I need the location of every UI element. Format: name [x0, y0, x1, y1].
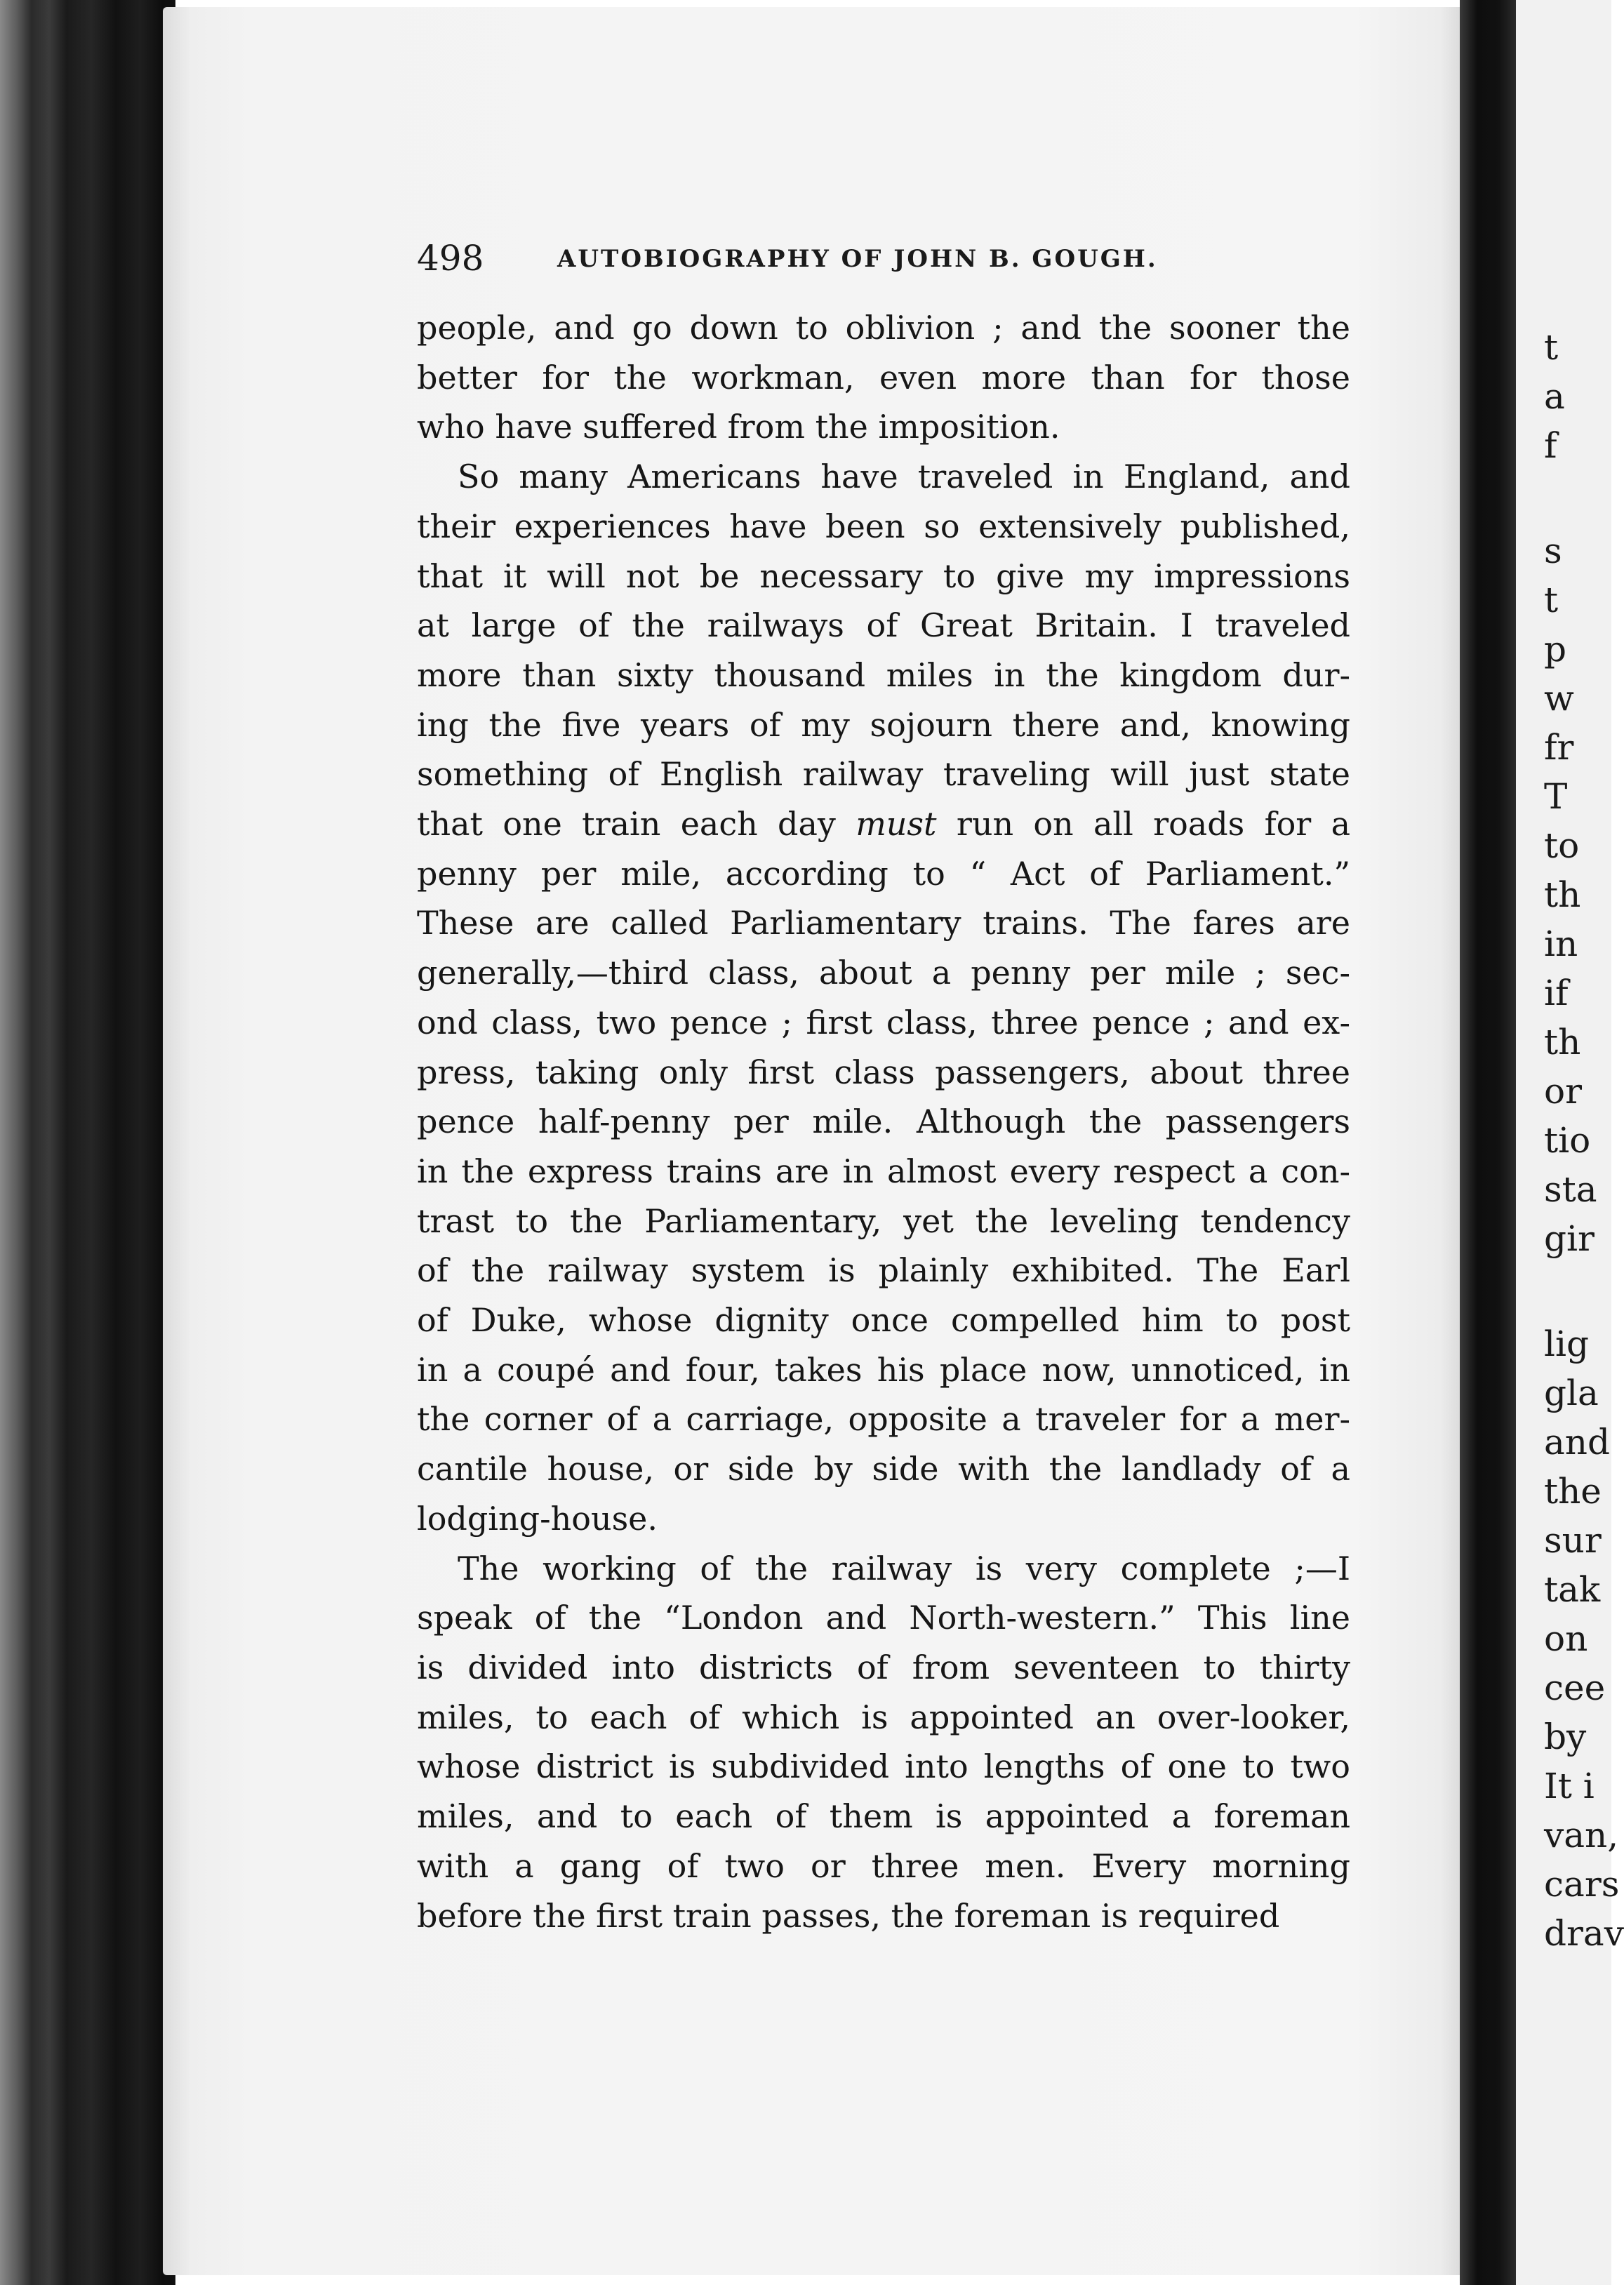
paragraph [417, 303, 1350, 452]
facing-page-text-fragment: cee [1544, 1667, 1606, 1708]
text-line: before the first train passes, the foreman is required [417, 1896, 1280, 1935]
facing-page-text-fragment: gir [1544, 1218, 1595, 1259]
text-line: something of English railway traveling will just state [417, 755, 1350, 794]
facing-page-text-fragment: th [1544, 874, 1581, 915]
facing-page-text-fragment: fr [1544, 727, 1574, 768]
facing-page-text-fragment: tio [1544, 1120, 1591, 1161]
text-line: whose district is subdivided into lengths of one to two [417, 1747, 1350, 1786]
body-text [417, 303, 1350, 1940]
text-line: ond class, two pence ; first class, three pence ; and ex- [417, 1003, 1350, 1041]
text-line: press, taking only first class passengers, about three [417, 1053, 1350, 1091]
facing-page-text-fragment: tak [1544, 1569, 1601, 1610]
text-line: is divided into districts of from seventeen to thirty [417, 1648, 1350, 1686]
facing-page-text-fragment: van, [1544, 1815, 1619, 1856]
page-number: 498 [417, 238, 484, 279]
text-line: speak of the “London and North-western.” This line [417, 1599, 1350, 1637]
text-line: who have suffered from the imposition. [417, 408, 1060, 446]
text-line: their experiences have been so extensively published, [417, 507, 1350, 545]
facing-page-text-fragment: p [1544, 629, 1567, 669]
text-line: better for the workman, even more than for those [417, 358, 1350, 397]
text-line: in a coupé and four, takes his place now, unnoticed, in [417, 1350, 1350, 1389]
facing-page-text-fragment: It i [1544, 1766, 1595, 1806]
paragraph [417, 452, 1350, 1543]
running-title: AUTOBIOGRAPHY OF JOHN B. GOUGH. [557, 245, 1158, 273]
text-line: the corner of a carriage, opposite a traveler for a mer- [417, 1400, 1350, 1439]
text-line: The working of the railway is very complete ;—I [458, 1549, 1350, 1587]
facing-page-text-fragment: sur [1544, 1520, 1602, 1561]
facing-page-text-fragment: if [1544, 973, 1569, 1013]
text-line: So many Americans have traveled in England, and [458, 458, 1350, 496]
facing-page-text-fragment: cars [1544, 1864, 1620, 1905]
text-line: people, and go down to oblivion ; and the sooner the [417, 309, 1350, 347]
text-line: with a gang of two or three men. Every morning [417, 1846, 1350, 1885]
facing-page-text-fragment: in [1544, 924, 1578, 964]
text-line: cantile house, or side by side with the landlady of a [417, 1450, 1350, 1488]
text-line: at large of the railways of Great Britain. I traveled [417, 606, 1350, 645]
text-line: ing the five years of my sojourn there and, knowing [417, 705, 1350, 744]
facing-page-text-fragment: on [1544, 1618, 1588, 1659]
facing-page-text-fragment: f [1544, 425, 1557, 466]
text-line: that one train each day must run on all roads for a [417, 805, 1351, 844]
text-line: miles, and to each of them is appointed a foreman [417, 1797, 1350, 1836]
text-line: penny per mile, according to “ Act of Parliament.” [417, 854, 1350, 893]
running-head [417, 237, 1217, 279]
facing-page-text-fragment: sta [1544, 1169, 1597, 1210]
facing-page-edge [1516, 0, 1624, 2285]
facing-page-text-fragment: or [1544, 1071, 1583, 1112]
text-line: of Duke, whose dignity once compelled him to post [417, 1301, 1350, 1340]
text-line: in the express trains are in almost every respect a con- [417, 1152, 1350, 1190]
paragraph [417, 1544, 1350, 1941]
book-binding-edge [0, 0, 175, 2285]
page-gutter [1460, 0, 1516, 2285]
facing-page-text-fragment: and [1544, 1422, 1611, 1463]
facing-page-text-fragment: by [1544, 1717, 1587, 1757]
facing-page-text-fragment: the [1544, 1471, 1602, 1512]
facing-page-text-fragment: w [1544, 678, 1574, 719]
facing-page-text-fragment: lig [1544, 1324, 1589, 1364]
text-line: generally,—third class, about a penny per mile ; sec- [417, 954, 1350, 992]
text-line: These are called Parliamentary trains. The fares are [417, 904, 1350, 942]
facing-page-text-fragment: drav [1544, 1913, 1624, 1954]
facing-page-text-fragment: s [1544, 531, 1562, 571]
text-line: pence half-penny per mile. Although the passengers [417, 1102, 1350, 1141]
text-line: trast to the Parliamentary, yet the leveling tendency [417, 1201, 1350, 1240]
text-line: miles, to each of which is appointed an over-looker, [417, 1698, 1350, 1736]
text-line: more than sixty thousand miles in the kingdom dur- [417, 655, 1350, 694]
facing-page-text-fragment: gla [1544, 1373, 1599, 1413]
facing-page-text-fragment: t [1544, 580, 1559, 620]
facing-page-text-fragment: a [1544, 376, 1565, 417]
text-line: lodging-house. [417, 1499, 658, 1538]
text-line: that it will not be necessary to give my impressions [417, 557, 1350, 595]
facing-page-text-fragment: T [1544, 776, 1568, 817]
facing-page-text-fragment: t [1544, 327, 1559, 368]
text-line: of the railway system is plainly exhibited. The Earl [417, 1251, 1350, 1290]
facing-page-text-fragment: th [1544, 1022, 1581, 1062]
facing-page-text-fragment: to [1544, 825, 1580, 866]
